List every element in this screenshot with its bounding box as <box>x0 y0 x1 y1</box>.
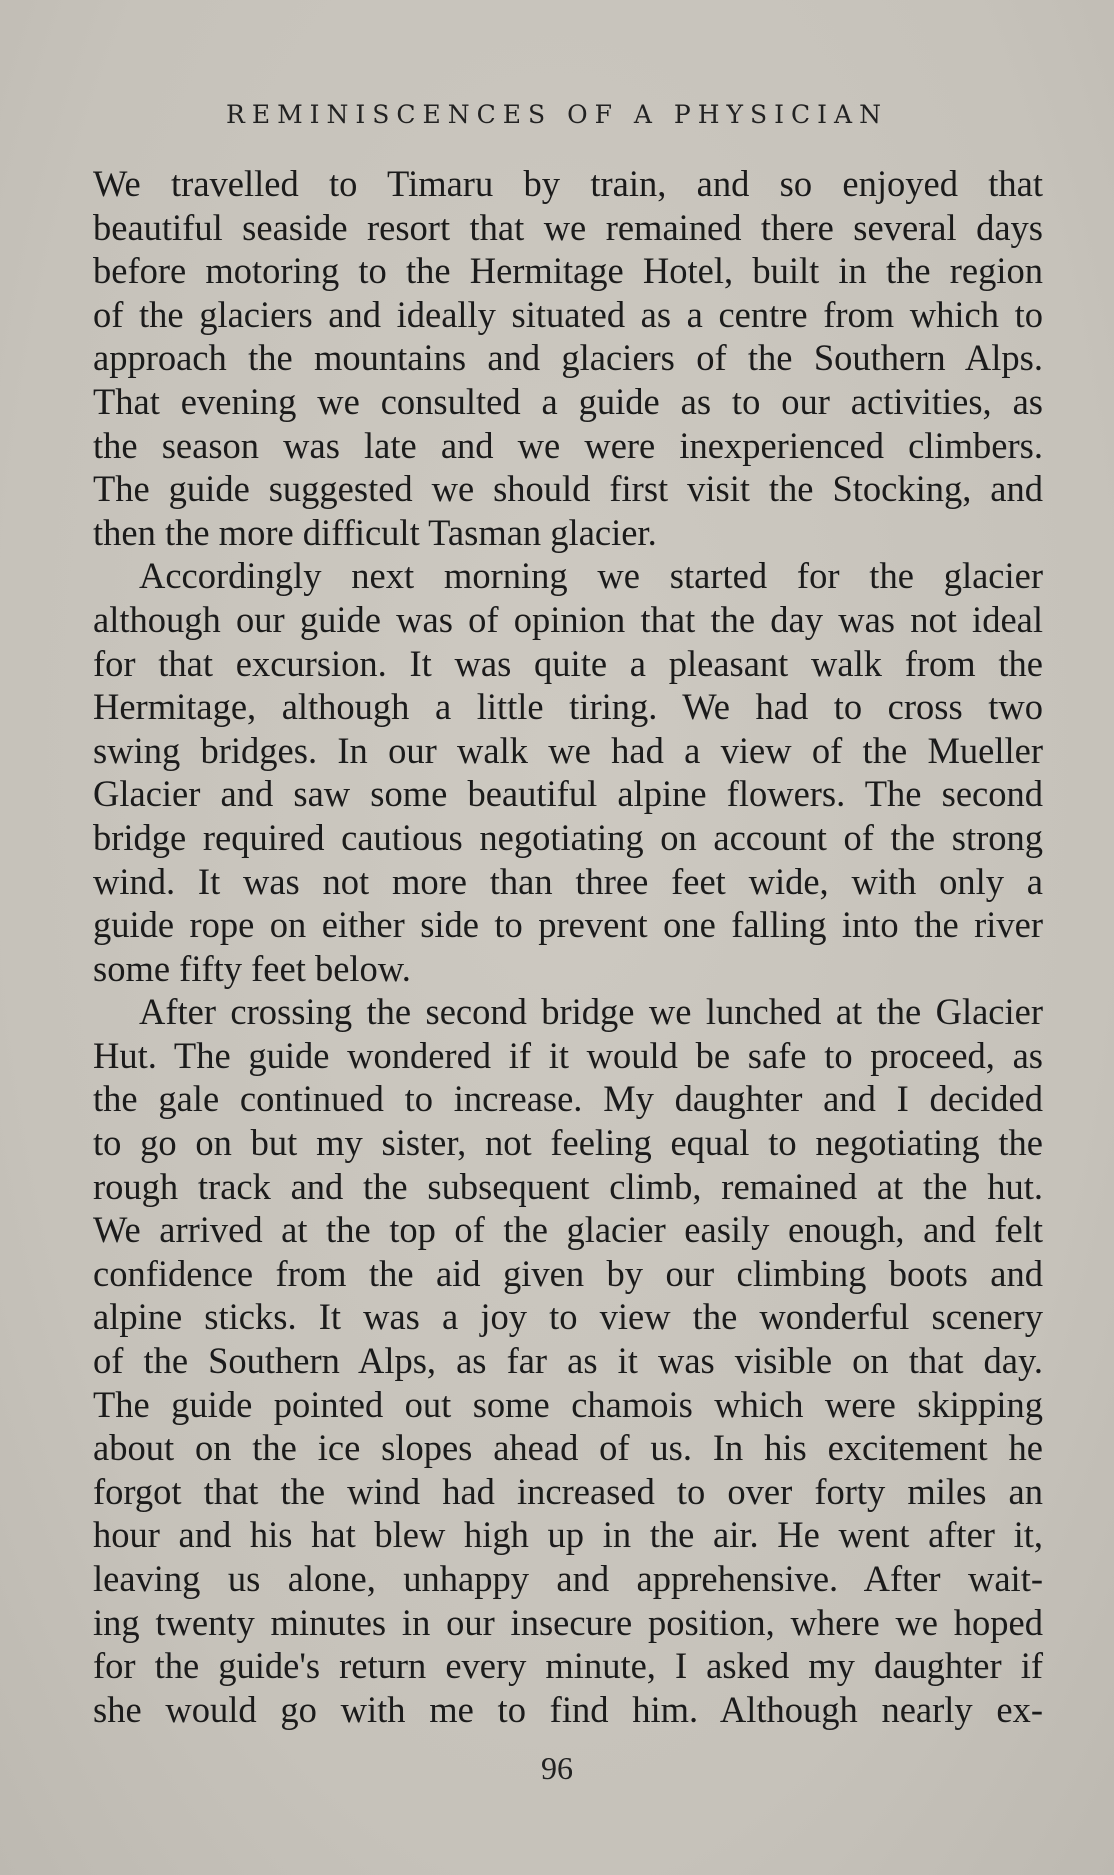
paragraph <box>93 162 1043 554</box>
text-line: for the guide's return every minute, I asked my daughter if <box>93 1645 1043 1687</box>
text-line: alpine sticks. It was a joy to view the wonderful scenery <box>93 1296 1043 1338</box>
text-line: Hermitage, although a little tiring. We had to cross two <box>93 686 1043 728</box>
text-line: before motoring to the Hermitage Hotel, built in the region <box>93 250 1043 292</box>
text-line: That evening we consulted a guide as to our activities, as <box>93 380 1043 422</box>
paragraph <box>93 990 1043 1731</box>
text-line: After crossing the second bridge we lunched at the Glacier <box>139 991 1043 1033</box>
text-line: the gale continued to increase. My daughter and I decided <box>93 1078 1043 1120</box>
running-head: REMINISCENCES OF A PHYSICIAN <box>226 100 888 129</box>
text-line: wind. It was not more than three feet wide, with only a <box>93 860 1043 902</box>
body-text <box>93 162 1043 1731</box>
text-line: then the more difficult Tasman glacier. <box>93 511 657 553</box>
text-line: guide rope on either side to prevent one falling into the river <box>93 904 1043 946</box>
text-line: the season was late and we were inexperienced climbers. <box>93 424 1043 466</box>
text-line: bridge required cautious negotiating on account of the strong <box>93 816 1043 858</box>
text-line: Hut. The guide wondered if it would be safe to proceed, as <box>93 1034 1043 1076</box>
text-line: beautiful seaside resort that we remained there several days <box>93 206 1043 248</box>
text-line: swing bridges. In our walk we had a view of the Mueller <box>93 729 1043 771</box>
text-line: although our guide was of opinion that the day was not ideal <box>93 598 1043 640</box>
text-line: some fifty feet below. <box>93 947 411 989</box>
text-line: to go on but my sister, not feeling equal to negotiating the <box>93 1122 1043 1164</box>
page-number: 96 <box>541 1750 573 1786</box>
text-line: ing twenty minutes in our insecure position, where we hoped <box>93 1601 1043 1643</box>
paragraph <box>93 554 1043 990</box>
text-line: leaving us alone, unhappy and apprehensive. After wait- <box>93 1558 1043 1599</box>
text-line: hour and his hat blew high up in the air. He went after it, <box>93 1514 1043 1556</box>
text-line: of the glaciers and ideally situated as a centre from which to <box>93 293 1043 335</box>
text-line: We travelled to Timaru by train, and so enjoyed that <box>93 163 1043 204</box>
text-line: forgot that the wind had increased to over forty miles an <box>93 1470 1043 1512</box>
text-line: for that excursion. It was quite a pleasant walk from the <box>93 642 1043 684</box>
text-line: Glacier and saw some beautiful alpine flowers. The second <box>93 773 1043 815</box>
text-line: The guide pointed out some chamois which were skipping <box>93 1383 1043 1425</box>
text-line: of the Southern Alps, as far as it was visible on that day. <box>93 1340 1043 1382</box>
text-line: she would go with me to find him. Although nearly ex- <box>93 1688 1043 1730</box>
text-line: We arrived at the top of the glacier easily enough, and felt <box>93 1209 1043 1251</box>
text-line: The guide suggested we should first visit the Stocking, and <box>93 468 1043 510</box>
text-line: approach the mountains and glaciers of the Southern Alps. <box>93 337 1043 379</box>
text-line: confidence from the aid given by our climbing boots and <box>93 1252 1043 1294</box>
text-line: rough track and the subsequent climb, remained at the hut. <box>93 1165 1043 1207</box>
text-line: Accordingly next morning we started for the glacier <box>139 555 1043 597</box>
text-line: about on the ice slopes ahead of us. In his excitement he <box>93 1427 1043 1469</box>
